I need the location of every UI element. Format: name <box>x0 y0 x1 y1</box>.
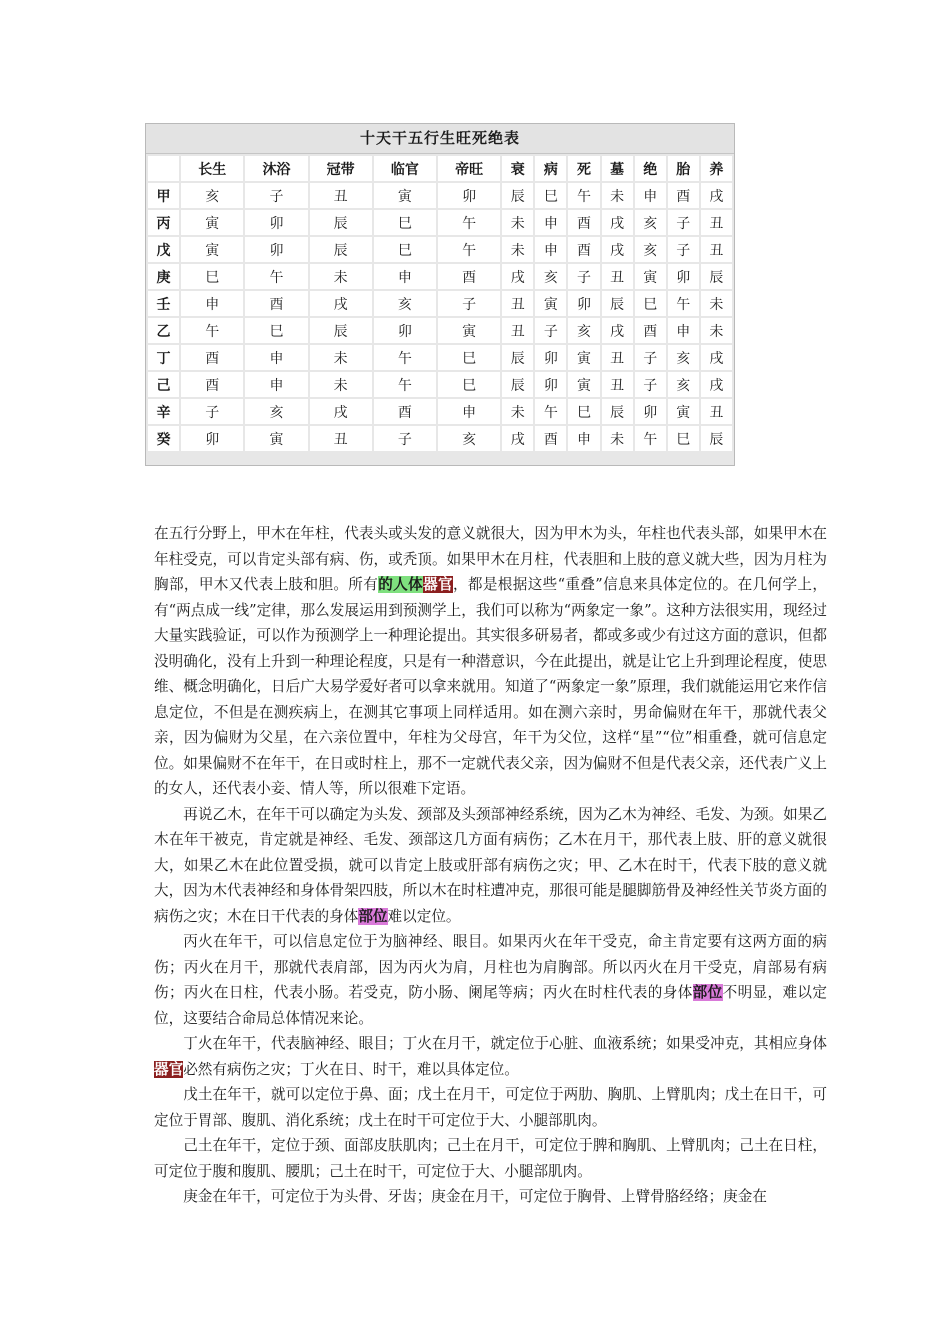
paragraph <box>154 929 827 1031</box>
table-cell: 辰 <box>310 210 372 235</box>
text-run: 不明显，难以定位，这要结合命局总体情况来论。 <box>154 984 827 1027</box>
table-cell: 卯 <box>535 372 566 397</box>
table-cell: 寅 <box>181 210 243 235</box>
table-cell: 亥 <box>568 318 599 343</box>
table-cell: 酉 <box>374 399 436 424</box>
table-cell: 丑 <box>602 345 633 370</box>
table-cell: 未 <box>701 318 732 343</box>
table-cell: 酉 <box>535 426 566 451</box>
row-header-stem: 庚 <box>148 264 179 289</box>
table-cell: 丑 <box>701 399 732 424</box>
table-cell: 申 <box>535 210 566 235</box>
table-cell: 丑 <box>310 183 372 208</box>
table-cell: 戌 <box>310 399 372 424</box>
table-cell: 寅 <box>374 183 436 208</box>
highlighted-term: 器官 <box>423 576 453 593</box>
table-cell: 子 <box>568 264 599 289</box>
table-cell: 未 <box>310 372 372 397</box>
table-title: 十天干五行生旺死绝表 <box>146 124 734 154</box>
table-cell: 辰 <box>602 291 633 316</box>
table-cell: 未 <box>310 345 372 370</box>
table-cell: 酉 <box>181 345 243 370</box>
table-cell: 丑 <box>502 291 533 316</box>
table-cell: 子 <box>245 183 307 208</box>
table-cell: 未 <box>502 210 533 235</box>
paragraph <box>154 802 827 930</box>
row-header-stem: 癸 <box>148 426 179 451</box>
table-cell: 亥 <box>535 264 566 289</box>
table-cell: 寅 <box>535 291 566 316</box>
highlighted-term: 部位 <box>358 907 388 925</box>
table-cell: 戌 <box>701 372 732 397</box>
row-header-stem: 戊 <box>148 237 179 262</box>
article-body <box>154 521 827 1210</box>
table-row <box>148 345 732 370</box>
column-header: 胎 <box>668 156 699 181</box>
table-cell: 午 <box>568 183 599 208</box>
table-cell: 申 <box>535 237 566 262</box>
table-cell: 卯 <box>438 183 500 208</box>
table-cell: 辰 <box>602 399 633 424</box>
table-cell: 卯 <box>245 210 307 235</box>
table-cell: 卯 <box>668 264 699 289</box>
table-cell: 寅 <box>245 426 307 451</box>
table-cell: 卯 <box>374 318 436 343</box>
column-header: 病 <box>535 156 566 181</box>
corner-cell <box>148 156 179 181</box>
table-cell: 申 <box>374 264 436 289</box>
table-cell: 寅 <box>568 372 599 397</box>
table-cell: 戌 <box>602 210 633 235</box>
table-cell: 子 <box>668 210 699 235</box>
text-run: 丁火在年干，代表脑神经、眼目；丁火在月干，就定位于心脏、血液系统；如果受冲克，其相应身体 <box>183 1035 827 1052</box>
table-cell: 辰 <box>502 372 533 397</box>
table-cell: 丑 <box>502 318 533 343</box>
row-header-stem: 己 <box>148 372 179 397</box>
table-cell: 巳 <box>635 291 666 316</box>
table-cell: 午 <box>635 426 666 451</box>
row-header-stem: 甲 <box>148 183 179 208</box>
table-cell: 子 <box>635 372 666 397</box>
text-run: 己土在年干，定位于颈、面部皮肤肌肉；己土在月干，可定位于脾和胸肌、上臂肌肉；己土在日柱，可定位于腹和腹肌、腰肌；己土在时干，可定位于大、小腿部肌肉。 <box>154 1137 827 1180</box>
table-cell: 巳 <box>535 183 566 208</box>
table-cell: 亥 <box>668 345 699 370</box>
table-cell: 未 <box>602 426 633 451</box>
table-cell: 申 <box>635 183 666 208</box>
table-cell: 申 <box>568 426 599 451</box>
column-header: 临官 <box>374 156 436 181</box>
paragraph <box>154 1031 827 1082</box>
text-run: 再说乙木，在年干可以确定为头发、颈部及头颈部神经系统，因为乙木为神经、毛发、为颈。如果乙木在年干被克，肯定就是神经、毛发、颈部这几方面有病伤；乙木在月干，那代表上肢、肝的意义就很大，如果乙木在此位置受损，就可以肯定上肢或肝部有病伤之灾；甲、乙木在时干，代表下肢的意义就大，因为木代表神经和身体骨架四肢，所以木在时柱遭冲克，那很可能是腿脚筋骨及神经性关节炎方面的病伤之灾；木在日干代表的身体 <box>154 805 827 925</box>
table-cell: 亥 <box>438 426 500 451</box>
table-cell: 辰 <box>310 237 372 262</box>
row-header-stem: 壬 <box>148 291 179 316</box>
table-cell: 子 <box>438 291 500 316</box>
table-cell: 亥 <box>635 237 666 262</box>
table-cell: 申 <box>668 318 699 343</box>
table-cell: 子 <box>635 345 666 370</box>
table-row <box>148 318 732 343</box>
table-cell: 寅 <box>181 237 243 262</box>
table-cell: 戌 <box>502 426 533 451</box>
table-cell: 未 <box>502 399 533 424</box>
table-cell: 丑 <box>602 264 633 289</box>
paragraph <box>154 521 827 802</box>
row-header-stem: 乙 <box>148 318 179 343</box>
column-header: 墓 <box>602 156 633 181</box>
table-cell: 戌 <box>310 291 372 316</box>
column-header: 死 <box>568 156 599 181</box>
table-cell: 申 <box>181 291 243 316</box>
table-cell: 酉 <box>245 291 307 316</box>
table-row <box>148 399 732 424</box>
text-run: ，都是根据这些“重叠”信息来具体定位的。在几何学上，有“两点成一线”定律，那么发展运用到预测学上，我们可以称为“两象定一象”。这种方法很实用，现经过大量实践验证，可以作为预测学上一种理论提出。其实很多研易者，都或多或少有过这方面的意识，但都没明确化，没有上升到一种理论程度，只是有一种潜意识，今在此提出，就是让它上升到理论程度，使思维、概念明确化，日后广大易学爱好者可以拿来就用。知道了“两象定一象”原理，我们就能运用它来作信息定位，不但是在测疾病上，在测其它事项上同样适用。如在测六亲时，男命偏财在年干，那就代表父亲，因为偏财为父星，在六亲位置中，年柱为父母宫，年干为父位，这样“星”“位”相重叠，就可信息定位。如果偏财不在年干，在日或时柱上，那不一定就代表父亲，因为偏财不但是代表父亲，还代表广义上的女人，还代表小妾、情人等，所以很难下定语。 <box>154 576 827 797</box>
table-row <box>148 426 732 451</box>
table-cell: 酉 <box>668 183 699 208</box>
table-cell: 辰 <box>502 345 533 370</box>
table-cell: 巳 <box>374 237 436 262</box>
table-cell: 巳 <box>438 345 500 370</box>
highlighted-term: 的人体 <box>378 576 424 593</box>
table-cell: 丑 <box>701 237 732 262</box>
table-cell: 巳 <box>245 318 307 343</box>
table-row <box>148 264 732 289</box>
table-cell: 午 <box>535 399 566 424</box>
paragraph <box>154 1184 827 1210</box>
text-run: 难以定位。 <box>387 907 461 925</box>
table-cell: 丑 <box>602 372 633 397</box>
table-cell: 巳 <box>374 210 436 235</box>
text-run: 庚金在年干，可定位于为头骨、牙齿；庚金在月干，可定位于胸骨、上臂骨胳经络；庚金在 <box>183 1188 767 1205</box>
table-cell: 亥 <box>635 210 666 235</box>
table-row <box>148 291 732 316</box>
table-cell: 亥 <box>245 399 307 424</box>
table-row <box>148 237 732 262</box>
table-cell: 酉 <box>568 237 599 262</box>
table-cell: 申 <box>245 372 307 397</box>
paragraph <box>154 1082 827 1133</box>
table-cell: 亥 <box>668 372 699 397</box>
table-cell: 子 <box>535 318 566 343</box>
text-run: 丙火在年干，可以信息定位于为脑神经、眼目。如果丙火在年干受克，命主肯定要有这两方面的病伤；丙火在月干，那就代表肩部，因为丙火为肩，月柱也为肩胸部。所以丙火在月干受克，肩部易有病伤；丙火在日柱，代表小肠。若受克，防小肠、阑尾等病；丙火在时柱代表的身体 <box>154 933 827 1001</box>
text-run: 戊土在年干，就可以定位于鼻、面；戊土在月干，可定位于两肋、胸肌、上臂肌肉；戊土在日干，可定位于胃部、腹肌、消化系统；戊土在时干可定位于大、小腿部肌肉。 <box>154 1086 827 1129</box>
row-header-stem: 辛 <box>148 399 179 424</box>
table-cell: 丑 <box>701 210 732 235</box>
header-row <box>148 156 732 181</box>
table-cell: 巳 <box>438 372 500 397</box>
table-cell: 酉 <box>181 372 243 397</box>
table-cell: 子 <box>181 399 243 424</box>
column-header: 绝 <box>635 156 666 181</box>
table-row <box>148 372 732 397</box>
table-cell: 巳 <box>181 264 243 289</box>
table-cell: 午 <box>245 264 307 289</box>
table-cell: 卯 <box>245 237 307 262</box>
table-cell: 寅 <box>568 345 599 370</box>
table-cell: 寅 <box>438 318 500 343</box>
table-cell: 午 <box>181 318 243 343</box>
text-run: 在五行分野上，甲木在年柱，代表头或头发的意义就很大，因为甲木为头，年柱也代表头部，如果甲木在年柱受克，可以肯定头部有病、伤，或秃顶。如果甲木在月柱，代表胆和上肢的意义就大些，因为月柱为胸部，甲木又代表上肢和胆。所有 <box>154 525 827 593</box>
table-row <box>148 183 732 208</box>
table-cell: 卯 <box>181 426 243 451</box>
table-cell: 未 <box>502 237 533 262</box>
table-cell: 午 <box>438 210 500 235</box>
table-cell: 卯 <box>568 291 599 316</box>
column-header: 养 <box>701 156 732 181</box>
row-header-stem: 丁 <box>148 345 179 370</box>
paragraph <box>154 1133 827 1184</box>
column-header: 帝旺 <box>438 156 500 181</box>
stages-grid <box>146 154 734 453</box>
table-cell: 申 <box>438 399 500 424</box>
table-cell: 未 <box>701 291 732 316</box>
text-run: 必然有病伤之灾；丁火在日、时干，难以具体定位。 <box>183 1060 519 1078</box>
table-cell: 巳 <box>568 399 599 424</box>
table-cell: 戌 <box>701 183 732 208</box>
table-cell: 午 <box>374 345 436 370</box>
table-cell: 寅 <box>668 399 699 424</box>
table-cell: 辰 <box>701 264 732 289</box>
table-cell: 未 <box>602 183 633 208</box>
table-cell: 巳 <box>668 426 699 451</box>
table-cell: 亥 <box>374 291 436 316</box>
table-cell: 酉 <box>568 210 599 235</box>
table-cell: 子 <box>374 426 436 451</box>
table-cell: 午 <box>438 237 500 262</box>
table-cell: 午 <box>668 291 699 316</box>
row-header-stem: 丙 <box>148 210 179 235</box>
table-cell: 戌 <box>602 318 633 343</box>
column-header: 沐浴 <box>245 156 307 181</box>
table-cell: 辰 <box>701 426 732 451</box>
highlighted-term: 部位 <box>692 984 723 1001</box>
table-cell: 寅 <box>635 264 666 289</box>
column-header: 长生 <box>181 156 243 181</box>
column-header: 衰 <box>502 156 533 181</box>
column-header: 冠带 <box>310 156 372 181</box>
table-cell: 酉 <box>635 318 666 343</box>
table-cell: 戌 <box>701 345 732 370</box>
table-cell: 卯 <box>535 345 566 370</box>
grid-body <box>148 183 732 451</box>
table-cell: 丑 <box>310 426 372 451</box>
table-cell: 辰 <box>502 183 533 208</box>
table-cell: 午 <box>374 372 436 397</box>
table-cell: 辰 <box>310 318 372 343</box>
table-cell: 申 <box>245 345 307 370</box>
table-cell: 亥 <box>181 183 243 208</box>
table-cell: 未 <box>310 264 372 289</box>
twelve-stages-table <box>145 123 735 466</box>
table-cell: 卯 <box>635 399 666 424</box>
table-cell: 戌 <box>602 237 633 262</box>
table-cell: 子 <box>668 237 699 262</box>
table-row <box>148 210 732 235</box>
highlighted-term: 器官 <box>154 1060 184 1078</box>
table-cell: 酉 <box>438 264 500 289</box>
table-cell: 戌 <box>502 264 533 289</box>
